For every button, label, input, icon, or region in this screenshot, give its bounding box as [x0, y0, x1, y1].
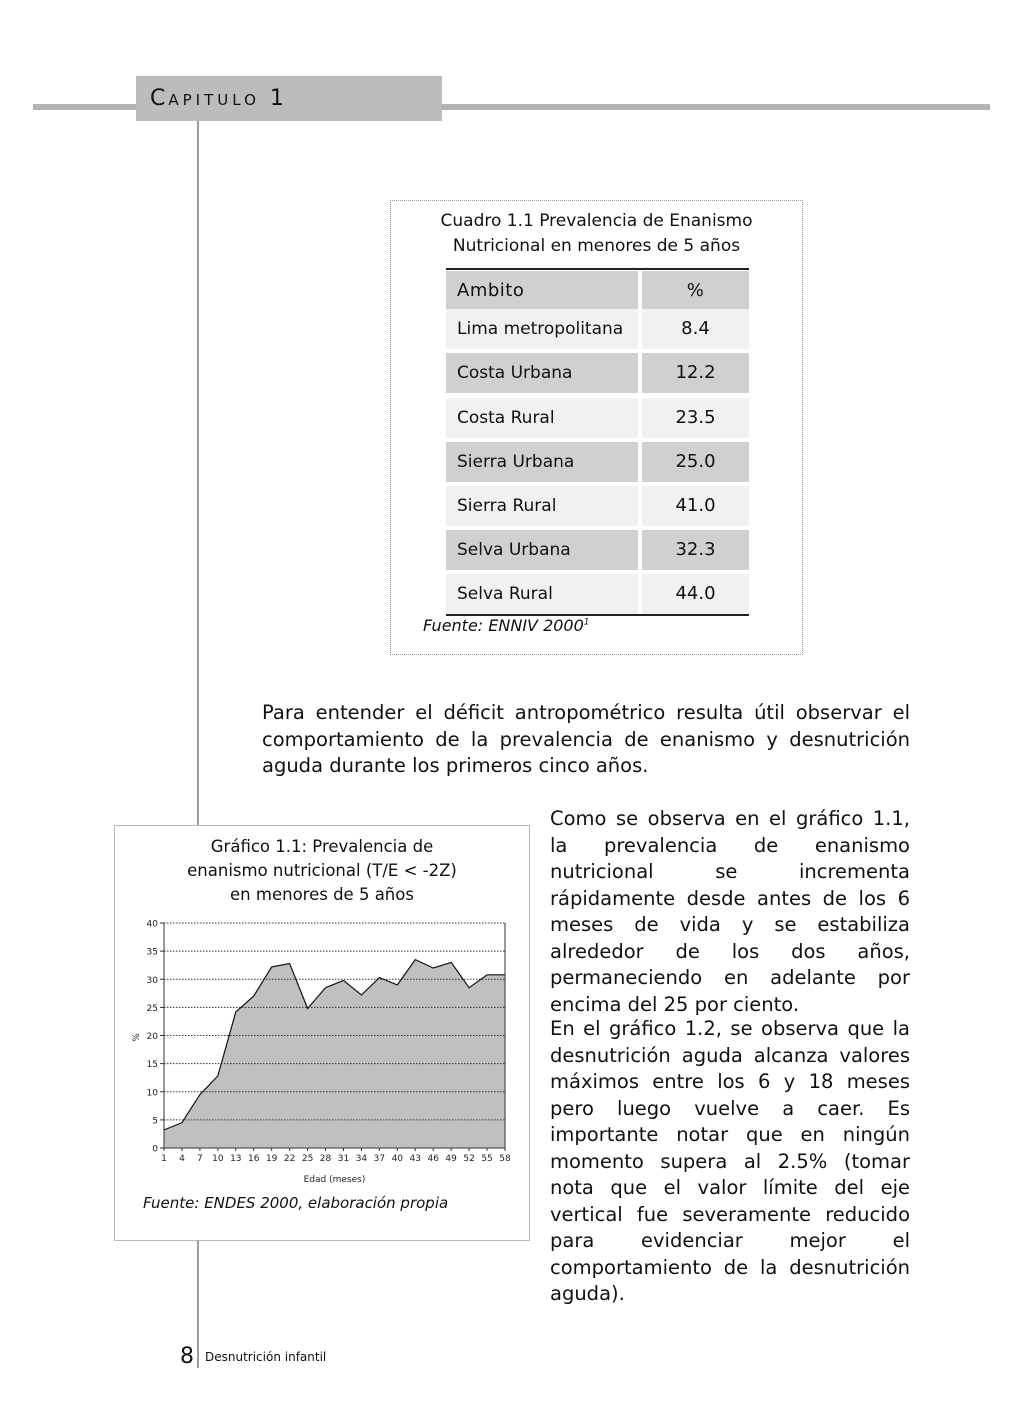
- table-cell-ambito: Costa Urbana: [446, 353, 638, 393]
- table-cell-value: 12.2: [642, 353, 749, 393]
- page-number: 8: [180, 1344, 194, 1369]
- table-top-rule: [446, 268, 749, 270]
- table-source-text: Fuente: ENNIV 2000: [423, 616, 584, 635]
- table-header-row: [446, 271, 749, 311]
- y-tick-label: 40: [146, 919, 158, 930]
- x-tick-label: 49: [445, 1154, 457, 1164]
- x-tick-label: 58: [499, 1154, 511, 1164]
- chart-title-line-3: en menores de 5 años: [230, 885, 414, 904]
- table-cell-value: 32.3: [642, 530, 749, 570]
- table-row: [446, 530, 749, 570]
- x-axis-label: Edad (meses): [303, 1175, 366, 1185]
- header-rule-right: [442, 104, 990, 110]
- table-cell-value: 44.0: [642, 574, 749, 614]
- table-cell-ambito: Lima metropolitana: [446, 309, 638, 349]
- x-tick-label: 1: [161, 1154, 167, 1164]
- table-box: [390, 200, 803, 655]
- paragraph-grafico-1-1: Como se observa en el gráfico 1.1, la prevalencia de enanismo nutricional se incrementa rápidamente desde antes de los 6 meses de vida y se estabiliza alrededor de los dos años, permaneciendo en adelante por encima del 25 por ciento.: [550, 807, 910, 1016]
- table-row: [446, 353, 749, 393]
- x-tick-label: 34: [355, 1154, 368, 1164]
- x-tick-label: 19: [265, 1154, 278, 1164]
- x-tick-label: 7: [197, 1154, 203, 1164]
- table-header-ambito: Ambito: [446, 271, 638, 311]
- x-tick-label: 37: [373, 1154, 386, 1164]
- x-tick-label: 55: [481, 1154, 493, 1164]
- footer-publication: Desnutrición infantil: [205, 1350, 327, 1364]
- x-tick-label: 28: [319, 1154, 332, 1164]
- y-tick-label: 15: [146, 1060, 158, 1071]
- x-tick-label: 46: [427, 1154, 439, 1164]
- chapter-word: APITULO: [168, 91, 260, 109]
- x-tick-label: 43: [409, 1154, 421, 1164]
- x-tick-label: 16: [248, 1154, 260, 1164]
- chart-title-line-2: enanismo nutricional (T/E < -2Z): [187, 861, 457, 880]
- area-chart: [115, 826, 529, 1240]
- table-cell-value: 41.0: [642, 486, 749, 526]
- paragraph-grafico-1-2: En el gráfico 1.2, se observa que la desnutrición aguda alcanza valores máximos entre los 6 y 18 meses pero luego vuelve a caer. Es importante notar que en ningún momento supera al 2.5% (tomar nota que el valor límite del eje vertical fue severamente reducido para evidenciar mejor el comportamiento de la desnutrición aguda).: [550, 1017, 910, 1305]
- table-cell-value: 8.4: [642, 309, 749, 349]
- y-tick-label: 0: [152, 1144, 158, 1155]
- chart-title-line-1: Gráfico 1.1: Prevalencia de: [210, 837, 434, 856]
- table-title: [391, 209, 802, 259]
- table-cell-value: 25.0: [642, 442, 749, 482]
- table-source: [423, 616, 590, 635]
- table-row: [446, 574, 749, 614]
- table-source-footnote: 1: [583, 617, 590, 628]
- table-row: [446, 398, 749, 438]
- x-tick-label: 4: [179, 1154, 185, 1164]
- y-tick-label: 25: [146, 1003, 158, 1014]
- table-row: [446, 486, 749, 526]
- y-tick-label: 20: [146, 1032, 158, 1042]
- x-tick-label: 40: [391, 1154, 404, 1164]
- x-tick-label: 10: [212, 1154, 224, 1164]
- x-tick-label: 13: [230, 1154, 242, 1164]
- y-tick-label: 10: [146, 1088, 158, 1099]
- y-tick-label: 30: [146, 975, 158, 986]
- table-cell-ambito: Selva Urbana: [446, 530, 638, 570]
- x-tick-label: 31: [337, 1154, 350, 1164]
- chapter-number: 1: [269, 86, 287, 111]
- table-title-line-1: Cuadro 1.1 Prevalencia de Enanismo: [440, 211, 753, 231]
- table-cell-ambito: Sierra Urbana: [446, 442, 638, 482]
- x-tick-label: 25: [301, 1154, 314, 1164]
- table-row: [446, 309, 749, 349]
- y-tick-label: 35: [146, 947, 158, 958]
- table-title-line-2: Nutricional en menores de 5 años: [452, 236, 741, 256]
- chart-source: Fuente: ENDES 2000, elaboración propia: [143, 1194, 449, 1212]
- table-cell-value: 23.5: [642, 398, 749, 438]
- table-row: [446, 442, 749, 482]
- x-tick-label: 52: [463, 1154, 475, 1164]
- y-axis-label: %: [132, 1033, 142, 1042]
- chapter-heading: [150, 86, 287, 111]
- table-header-percent: %: [642, 271, 749, 311]
- table-cell-ambito: Sierra Rural: [446, 486, 638, 526]
- chapter-initial: C: [150, 86, 169, 111]
- y-tick-label: 5: [152, 1116, 158, 1127]
- table-cell-ambito: Costa Rural: [446, 398, 638, 438]
- paragraph-intro: Para entender el déficit antropométrico resulta útil observar el comportamiento de la prevalencia de enanismo y desnutrición aguda durante los primeros cinco años.: [262, 701, 910, 777]
- chart-box: [114, 825, 530, 1241]
- table-cell-ambito: Selva Rural: [446, 574, 638, 614]
- x-tick-label: 22: [283, 1154, 296, 1164]
- header-rule-left: [33, 104, 136, 110]
